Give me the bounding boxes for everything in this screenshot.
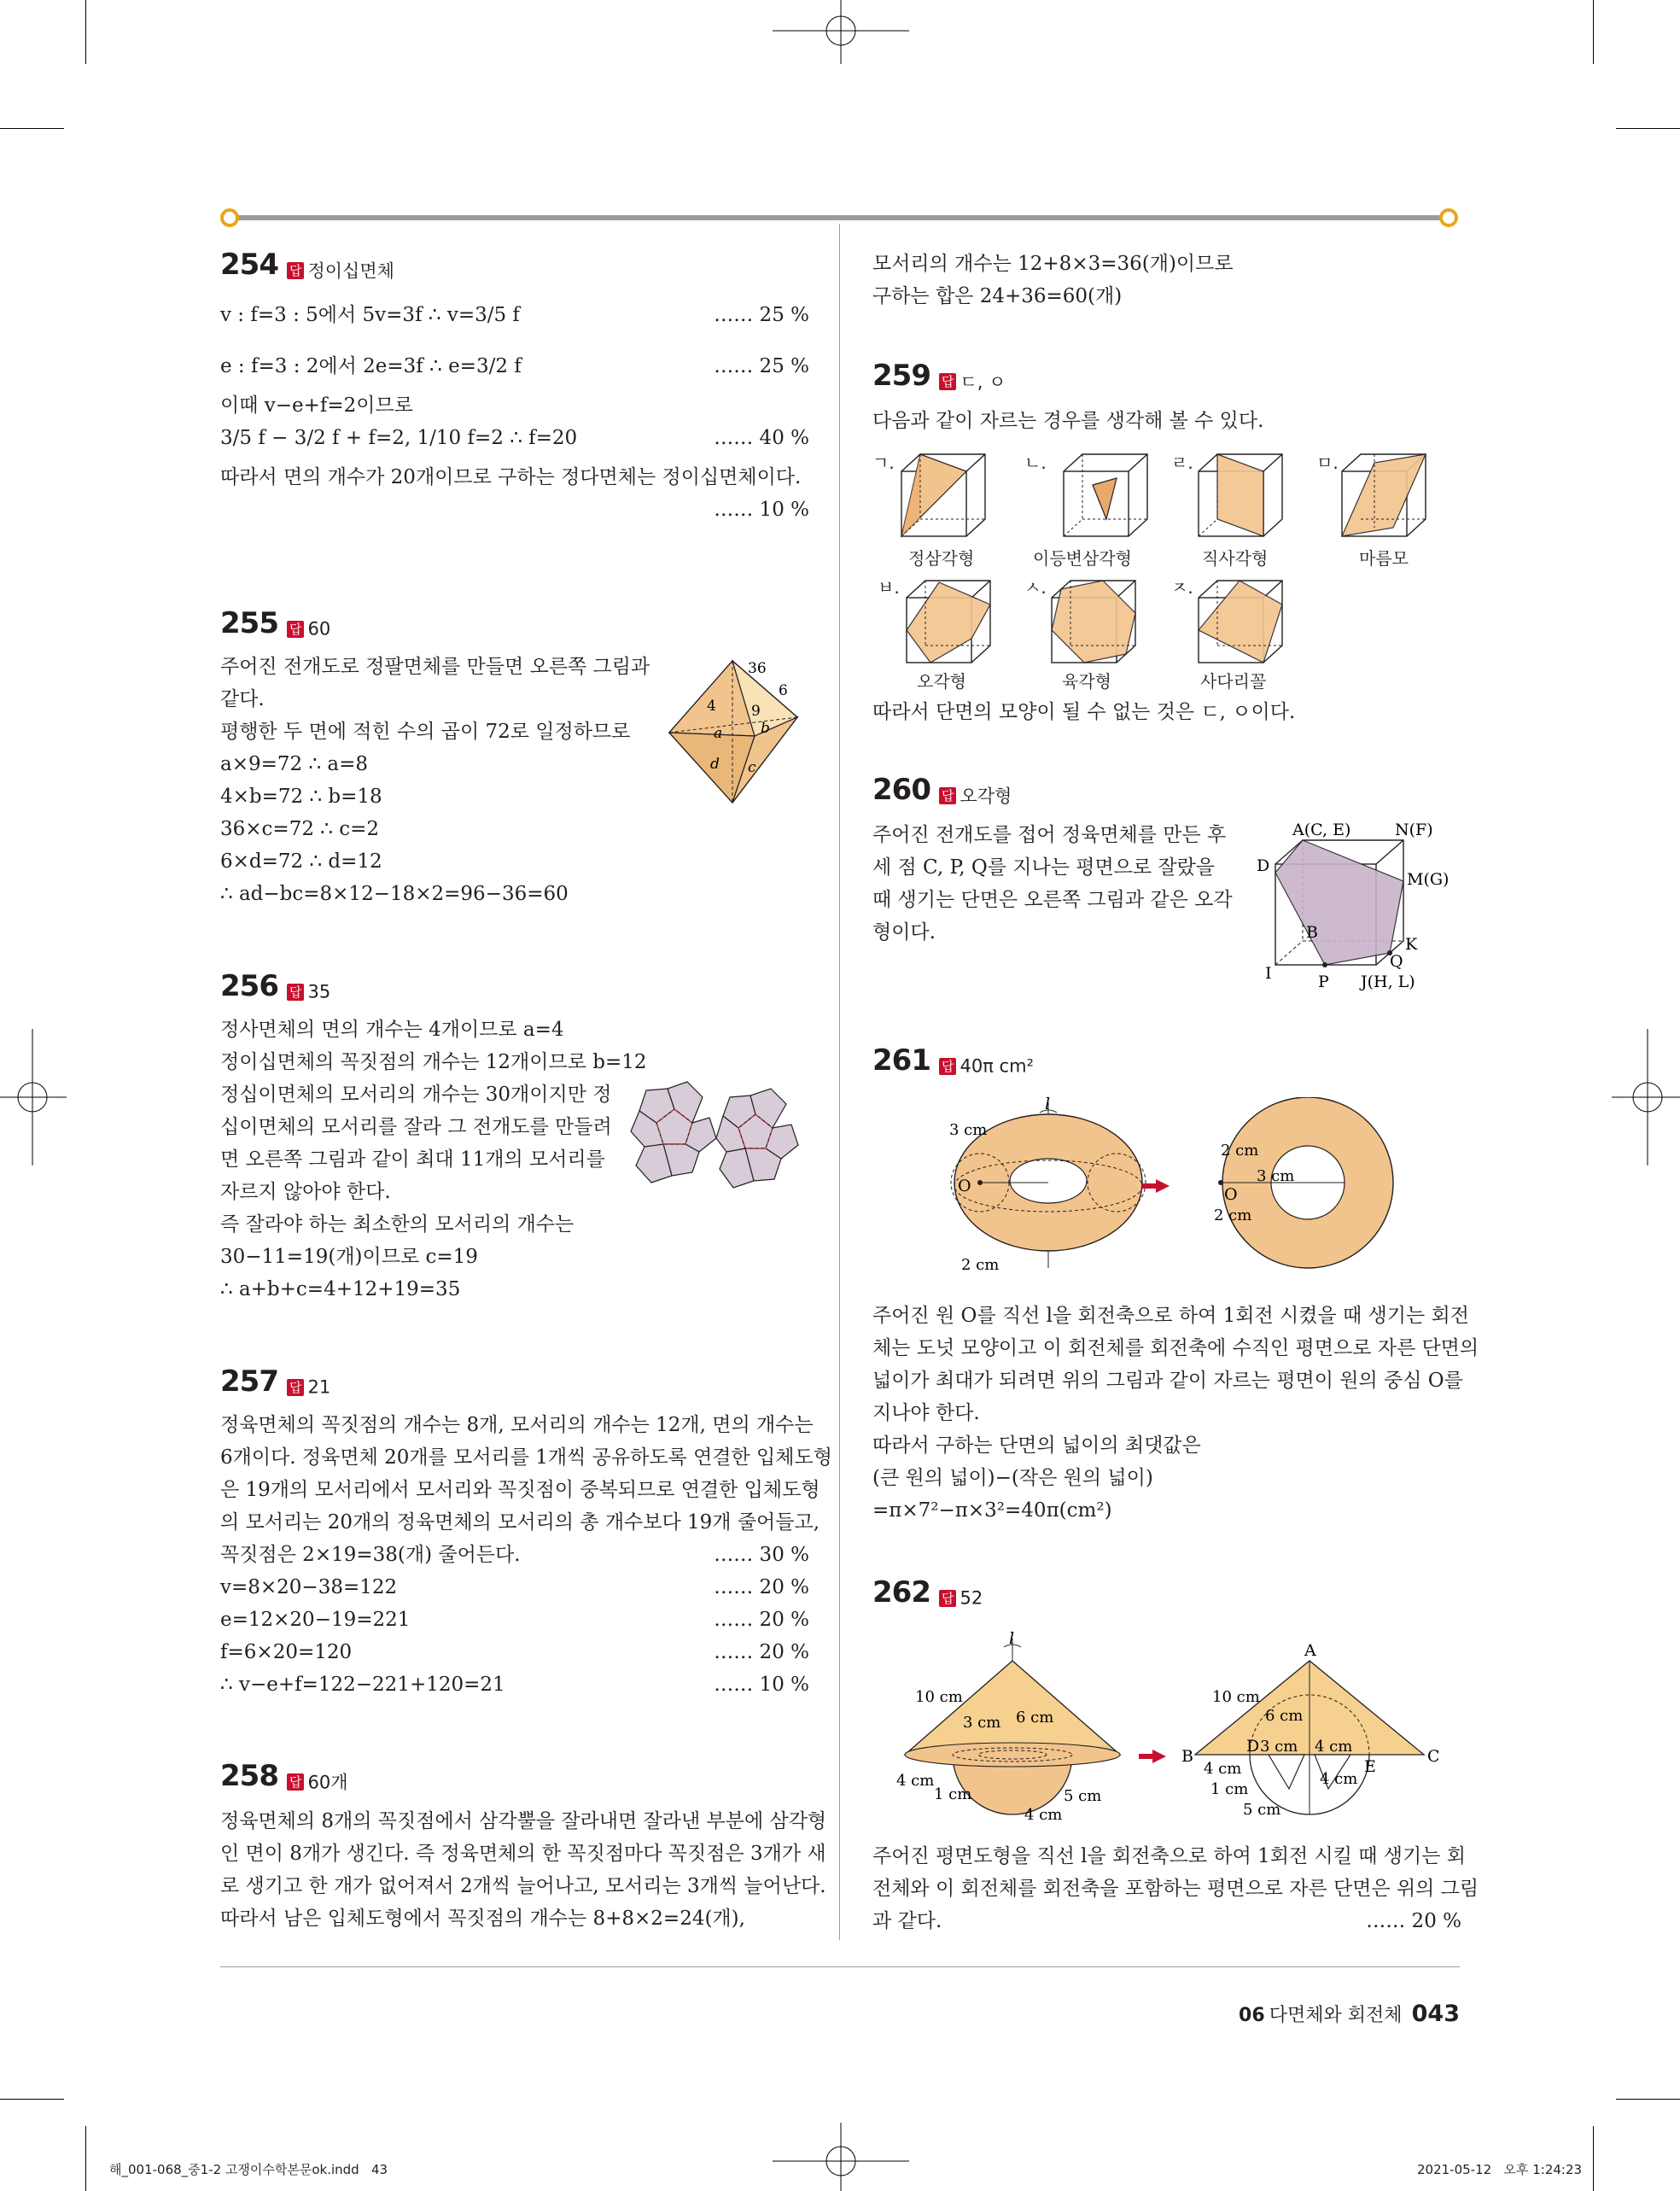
- problem-254: [220, 248, 809, 526]
- crop-mark: [1593, 2126, 1594, 2191]
- solution-line: ∴ a+b+c=4+12+19=35: [220, 1278, 461, 1300]
- dimension-label: 6 cm: [1016, 1709, 1054, 1727]
- answer: 21: [307, 1376, 331, 1398]
- cube-hexagon: [1050, 579, 1144, 669]
- problem-261-text: [872, 1300, 1479, 1527]
- cube-isosceles: [1062, 453, 1156, 542]
- cube-pentagon: [905, 579, 999, 669]
- solution-line: 지나야 한다.: [872, 1402, 980, 1424]
- answer: 52: [960, 1587, 983, 1609]
- face-label: a: [714, 725, 723, 742]
- answer: 35: [307, 981, 331, 1002]
- score: …… 30 %: [714, 1544, 809, 1566]
- answer-tag: 답: [939, 787, 957, 804]
- dimension-label: 4 cm: [1315, 1738, 1353, 1756]
- solution-line: 이때 v−e+f=2이므로: [220, 394, 413, 417]
- solution-line: 30−11=19(개)이므로 c=19: [220, 1246, 478, 1268]
- face-label: c: [748, 759, 756, 776]
- problem-number: 261: [872, 1043, 930, 1078]
- solution-line: 은 19개의 모서리에서 모서리와 꼭짓점이 중복되므로 연결한 입체도형: [220, 1479, 820, 1501]
- crop-mark: [0, 2099, 64, 2100]
- point-label: C: [1427, 1747, 1440, 1766]
- case-label: ㄹ.: [1171, 453, 1193, 473]
- registration-mark-top: [768, 0, 913, 68]
- answer: 60개: [307, 1772, 348, 1793]
- dimension-label: 4 cm: [1320, 1770, 1358, 1788]
- point-label: A: [1304, 1641, 1316, 1660]
- vertex-label: P: [1318, 973, 1329, 991]
- face-label: 36: [748, 660, 767, 677]
- solution-line: 정이십면체의 꼭짓점의 개수는 12개이므로 b=12: [220, 1051, 647, 1073]
- case-label: ㄱ.: [872, 453, 895, 473]
- solution-line: 의 모서리는 20개의 정육면체의 모서리의 총 개수보다 19개 줄어들고,: [220, 1511, 820, 1534]
- face-label: 9: [751, 703, 761, 720]
- dimension-label: 3 cm: [1257, 1167, 1295, 1185]
- solution-line: 따라서 남은 입체도형에서 꼭짓점의 개수는 8+8×2=24(개),: [220, 1907, 745, 1930]
- vertex-label: I: [1265, 964, 1272, 983]
- answer-tag: 답: [939, 1058, 957, 1075]
- answer-tag: 답: [939, 373, 957, 390]
- crop-mark: [1616, 128, 1680, 129]
- dimension-label: 1 cm: [934, 1785, 972, 1803]
- dimension-label: 2 cm: [1214, 1207, 1252, 1224]
- torus-figure: [939, 1097, 1417, 1294]
- solution-line: 36×c=72 ∴ c=2: [220, 818, 379, 840]
- solution-line: 넓이가 최대가 되려면 위의 그림과 같이 자르는 평면이 원의 중심 O를: [872, 1370, 1463, 1392]
- problem-261: [872, 1043, 1461, 1078]
- dimension-label: 4 cm: [1204, 1760, 1242, 1778]
- solution-line: 모서리의 개수는 12+8×3=36(개)이므로: [872, 253, 1234, 275]
- solution-line: 따라서 면의 개수가 20개이므로 구하는 정다면체는 정이십면체이다.: [220, 465, 802, 488]
- case-caption: 직사각형: [1202, 548, 1269, 569]
- problem-number: 255: [220, 606, 278, 640]
- column-divider: [839, 224, 840, 1940]
- problem-259: [872, 359, 1461, 437]
- case-label: ㄴ.: [1024, 453, 1047, 473]
- page-footer: [1239, 2001, 1460, 2027]
- crop-mark: [85, 2126, 86, 2191]
- solution-line: 전체와 이 회전체를 회전축을 포함하는 평면으로 자른 단면은 위의 그림: [872, 1878, 1479, 1900]
- dimension-label: 4 cm: [896, 1772, 935, 1790]
- solution-line: 주어진 평면도형을 직선 l을 회전축으로 하여 1회전 시킬 때 생기는 회: [872, 1845, 1466, 1867]
- face-label: 4: [707, 698, 716, 715]
- vertex-label: B: [1306, 923, 1318, 942]
- solution-line: 형이다.: [872, 920, 936, 944]
- dimension-label: 5 cm: [1064, 1787, 1102, 1805]
- vertex-label: J(H, L): [1361, 973, 1415, 991]
- problem-number: 257: [220, 1364, 278, 1399]
- solution-line: 4×b=72 ∴ b=18: [220, 786, 382, 808]
- registration-mark-bottom: [768, 2123, 913, 2191]
- solution-line: 6개이다. 정육면체 20개를 모서리를 1개씩 공유하도록 연결한 입체도형: [220, 1446, 832, 1469]
- crop-mark: [85, 0, 86, 64]
- vertex-label: N(F): [1395, 821, 1433, 839]
- dimension-label: 5 cm: [1243, 1801, 1281, 1819]
- answer: 정이십면체: [307, 260, 394, 282]
- solution-line: e : f=3 : 2에서 2e=3f ∴ e=3/2 f: [220, 354, 522, 377]
- solution-line: v : f=3 : 5에서 5v=3f ∴ v=3/5 f: [220, 303, 520, 326]
- problem-258-continued: [872, 248, 1461, 313]
- solution-line: 평행한 두 면에 적힌 수의 곱이 72로 일정하므로: [220, 721, 631, 743]
- point-label: O: [1224, 1185, 1238, 1204]
- cube-pentagon-section-figure: [1253, 821, 1467, 1001]
- score: …… 20 %: [1366, 1910, 1461, 1932]
- vertex-label: D: [1257, 856, 1270, 875]
- dimension-label: 2 cm: [961, 1256, 1000, 1274]
- solution-line: 주어진 원 O를 직선 l을 회전축으로 하여 1회전 시켰을 때 생기는 회전: [872, 1305, 1469, 1327]
- solution-line: ∴ v−e+f=122−221+120=21: [220, 1674, 505, 1696]
- solution-line: 구하는 합은 24+36=60(개): [872, 285, 1123, 307]
- answer-tag: 답: [939, 1590, 957, 1607]
- solution-line: v=8×20−38=122: [220, 1576, 398, 1598]
- dimension-label: 1 cm: [1210, 1780, 1249, 1798]
- vertex-label: Q: [1390, 952, 1403, 971]
- case-caption: 정삼각형: [908, 548, 975, 569]
- cube-rectangle: [1197, 453, 1291, 542]
- answer: 40π cm²: [960, 1055, 1034, 1077]
- solution-line: 면 오른쪽 그림과 같이 최대 11개의 모서리를: [220, 1148, 605, 1171]
- answer: 오각형: [960, 786, 1012, 807]
- solution-line: 같다.: [220, 688, 265, 710]
- solution-line: 인 면이 8개가 생긴다. 즉 정육면체의 한 꼭짓점마다 꼭짓점은 3개가 새: [220, 1842, 826, 1865]
- case-caption: 마름모: [1359, 548, 1409, 569]
- solution-line: 3/5 f − 3/2 f + f=2, 1/10 f=2 ∴ f=20: [220, 426, 578, 449]
- solution-line: ∴ ad−bc=8×12−18×2=96−36=60: [220, 883, 569, 905]
- solution-line: 정육면체의 꼭짓점의 개수는 8개, 모서리의 개수는 12개, 면의 개수는: [220, 1414, 814, 1436]
- face-label: b: [761, 720, 770, 737]
- case-label: ㅈ.: [1171, 577, 1193, 598]
- case-label: ㅁ.: [1316, 453, 1339, 473]
- solution-line: (큰 원의 넓이)−(작은 원의 넓이): [872, 1467, 1153, 1489]
- solution-line: 6×d=72 ∴ d=12: [220, 850, 382, 873]
- score: …… 25 %: [714, 354, 809, 377]
- problem-number: 254: [220, 248, 278, 282]
- crop-mark: [1593, 0, 1594, 64]
- dimension-label: 4 cm: [1024, 1806, 1063, 1824]
- problem-number: 258: [220, 1759, 278, 1793]
- registration-mark-left: [0, 1025, 68, 1170]
- solution-line: f=6×20=120: [220, 1641, 353, 1663]
- solution-line: 체는 도넛 모양이고 이 회전체를 회전축에 수직인 평면으로 자른 단면의: [872, 1337, 1479, 1359]
- case-caption: 이등변삼각형: [1033, 548, 1132, 569]
- cube-rhombus: [1340, 453, 1434, 542]
- solution-line: 세 점 C, P, Q를 지나는 평면으로 잘랐을: [872, 856, 1216, 879]
- answer-tag: 답: [287, 984, 305, 1001]
- point-label: B: [1181, 1747, 1193, 1766]
- solution-line: 주어진 전개도를 접어 정육면체를 만든 후: [872, 823, 1227, 846]
- point-label: D: [1246, 1737, 1260, 1756]
- solution-line: 꼭짓점은 2×19=38(개) 줄어든다.: [220, 1544, 521, 1566]
- solution-line: 십이면체의 모서리를 잘라 그 전개도를 만들려: [220, 1116, 612, 1138]
- vertex-label: A(C, E): [1292, 821, 1351, 839]
- problem-262-text: [872, 1840, 1479, 1937]
- chapter-title: 다면체와 회전체: [1269, 2005, 1403, 2026]
- bottom-rule: [220, 1966, 1460, 1967]
- problem-number: 260: [872, 773, 930, 807]
- solution-line: a×9=72 ∴ a=8: [220, 753, 369, 775]
- header-rule-dot-left: [220, 208, 239, 227]
- problem-number: 259: [872, 359, 930, 393]
- timestamp: 2021-05-12 오후 1:24:23: [1417, 2162, 1583, 2177]
- dimension-label: 10 cm: [915, 1688, 963, 1706]
- solution-line: 로 생기고 한 개가 없어져서 2개씩 늘어나고, 모서리는 3개씩 늘어난다.: [220, 1874, 826, 1897]
- problem-number: 262: [872, 1575, 930, 1610]
- answer-tag: 답: [287, 621, 305, 638]
- case-caption: 오각형: [917, 671, 966, 692]
- solution-line: e=12×20−19=221: [220, 1609, 411, 1631]
- score: …… 25 %: [714, 303, 809, 326]
- answer: 60: [307, 618, 331, 640]
- score: …… 20 %: [714, 1609, 809, 1631]
- solution-line: 때 생기는 단면은 오른쪽 그림과 같은 오각: [872, 888, 1233, 911]
- answer: ㄷ, ㅇ: [960, 371, 1006, 393]
- case-caption: 육각형: [1062, 671, 1111, 692]
- face-label: d: [710, 756, 720, 773]
- solution-line: 다음과 같이 자르는 경우를 생각해 볼 수 있다.: [872, 409, 1264, 432]
- case-label: ㅂ.: [878, 577, 900, 598]
- score: …… 10 %: [714, 1674, 809, 1696]
- solution-line: 주어진 전개도로 정팔면체를 만들면 오른쪽 그림과: [220, 656, 650, 678]
- dimension-label: 2 cm: [1221, 1142, 1259, 1160]
- dimension-label: 3 cm: [1260, 1738, 1298, 1756]
- cube-trapezoid: [1197, 579, 1291, 669]
- chapter-number: 06: [1239, 2005, 1265, 2026]
- dimension-label: 10 cm: [1212, 1688, 1260, 1706]
- solution-line: 따라서 단면의 모양이 될 수 없는 것은 ㄷ, ㅇ이다.: [872, 701, 1296, 723]
- solution-line: 따라서 구하는 단면의 넓이의 최댓값은: [872, 1434, 1201, 1457]
- score: …… 40 %: [714, 426, 809, 449]
- problem-257: [220, 1364, 832, 1701]
- cube-equilateral: [900, 453, 994, 542]
- problem-258: [220, 1759, 827, 1935]
- dimension-label: 6 cm: [1265, 1707, 1304, 1725]
- file-info: 해_001-068_중1-2 고쟁이수학본문ok.indd 43: [109, 2162, 388, 2177]
- header-rule-dot-right: [1439, 208, 1458, 227]
- registration-mark-right: [1612, 1025, 1680, 1170]
- score: …… 10 %: [714, 498, 809, 521]
- solution-line: 정육면체의 8개의 꼭짓점에서 삼각뿔을 잘라내면 잘라낸 부분에 삼각형: [220, 1809, 827, 1832]
- vertex-label: M(G): [1407, 870, 1450, 889]
- crop-mark: [0, 128, 64, 129]
- answer-tag: 답: [287, 1379, 305, 1396]
- crop-mark: [1616, 2099, 1680, 2100]
- case-label: ㅅ.: [1024, 577, 1047, 598]
- solution-line: 즉 잘라야 하는 최소한의 모서리의 개수는: [220, 1213, 575, 1236]
- octahedron-figure: [662, 656, 816, 809]
- solution-line: 정십이면체의 모서리의 개수는 30개이지만 정: [220, 1084, 612, 1106]
- axis-label: l: [1009, 1629, 1015, 1648]
- point-label: O: [958, 1177, 971, 1195]
- header-rule: [230, 215, 1451, 220]
- answer-tag: 답: [287, 262, 305, 279]
- point-label: E: [1364, 1757, 1376, 1776]
- face-label: 6: [779, 682, 788, 699]
- dimension-label: 3 cm: [963, 1714, 1001, 1732]
- case-caption: 사다리꼴: [1200, 671, 1267, 692]
- answer-tag: 답: [287, 1773, 305, 1791]
- solution-line: =π×7²−π×3²=40π(cm²): [872, 1499, 1112, 1522]
- score: …… 20 %: [714, 1641, 809, 1663]
- dodecahedron-net-figure: [627, 1080, 807, 1200]
- solution-line: 과 같다.: [872, 1910, 942, 1932]
- vertex-label: K: [1405, 935, 1418, 954]
- problem-262: [872, 1575, 1461, 1610]
- solution-line: 정사면체의 면의 개수는 4개이므로 a=4: [220, 1019, 564, 1041]
- problem-number: 256: [220, 969, 278, 1003]
- page-number: 043: [1411, 2001, 1460, 2027]
- axis-label: l: [1045, 1097, 1051, 1113]
- cube-sections-figure: [872, 444, 1461, 692]
- cone-hemisphere-figure: [896, 1627, 1443, 1832]
- score: …… 20 %: [714, 1576, 809, 1598]
- dimension-label: 3 cm: [949, 1121, 988, 1139]
- solution-line: 자르지 않아야 한다.: [220, 1181, 391, 1203]
